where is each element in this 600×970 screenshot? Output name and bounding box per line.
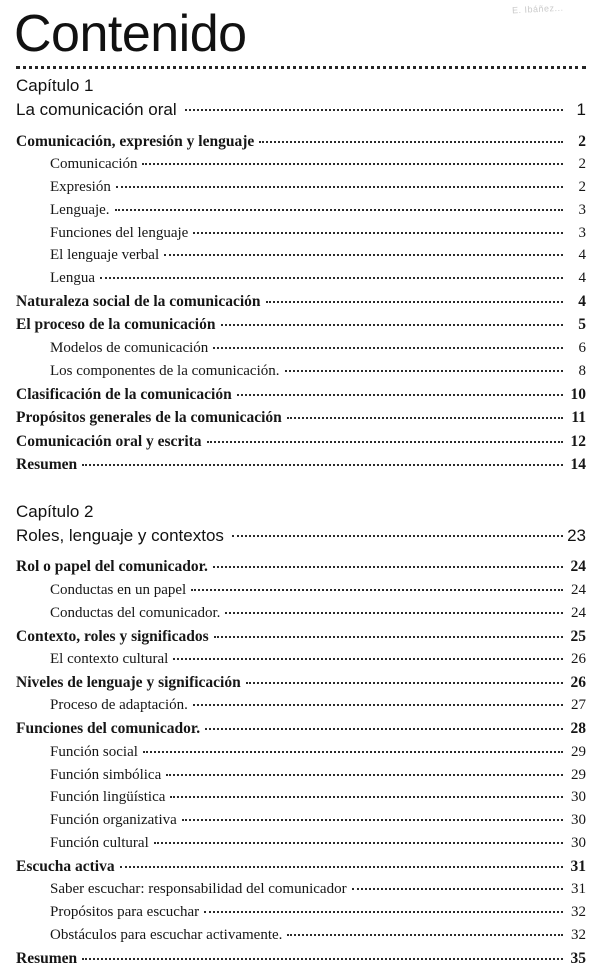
leader-dots (237, 394, 563, 396)
leader-dots (185, 109, 563, 111)
toc-entry[interactable] (16, 430, 586, 454)
toc-entry[interactable] (16, 579, 586, 602)
toc-entry-page-number: 10 (570, 385, 586, 403)
toc-entry[interactable] (16, 717, 586, 741)
leader-dots (120, 866, 563, 868)
leader-dots (225, 612, 563, 614)
section-gap (16, 548, 586, 555)
toc-entry-page-number: 6 (578, 340, 586, 356)
toc-entry-page-number: 8 (578, 362, 586, 379)
toc-content (0, 75, 600, 970)
toc-entry-label: Propósitos generales de la comunicación (16, 409, 282, 427)
toc-entry-label: Clasificación de la comunicación (16, 385, 232, 403)
leader-dots (214, 636, 563, 638)
toc-entry[interactable] (16, 267, 586, 290)
chapter-title-row[interactable] (16, 98, 586, 123)
toc-entry-page-number: 32 (571, 904, 586, 921)
leader-dots (170, 796, 563, 798)
toc-entry[interactable] (16, 130, 586, 154)
leader-dots (191, 589, 563, 591)
leader-dots (204, 911, 563, 913)
toc-entry[interactable] (16, 741, 586, 764)
toc-entry[interactable] (16, 602, 586, 625)
toc-entry-label: Función social (50, 743, 138, 760)
leader-dots (154, 842, 563, 844)
toc-entry[interactable] (16, 901, 586, 924)
toc-entry-label: El contexto cultural (50, 651, 169, 668)
chapter-page-number: 1 (576, 99, 586, 119)
toc-entry-label: Proceso de adaptación. (50, 697, 188, 714)
toc-entry-page-number: 3 (578, 224, 586, 241)
toc-entry-label: Escucha activa (16, 857, 115, 875)
toc-entry[interactable] (16, 924, 586, 947)
toc-entry-label: Niveles de lenguaje y significación (16, 673, 241, 691)
chapter-label: Capítulo 1 (16, 76, 94, 95)
leader-dots (259, 141, 563, 143)
leader-dots (221, 324, 564, 326)
toc-entry[interactable] (16, 337, 586, 360)
toc-entry-label: El proceso de la comunicación (16, 316, 216, 334)
toc-entry-page-number: 32 (571, 926, 586, 943)
toc-entry-page-number: 2 (578, 132, 586, 150)
leader-dots (285, 370, 563, 372)
leader-dots (193, 232, 563, 234)
toc-entry-label: Comunicación, expresión y lenguaje (16, 132, 255, 150)
toc-entry-label: Lenguaje. (50, 201, 110, 218)
toc-entry[interactable] (16, 176, 586, 199)
toc-entry-label: Propósitos para escuchar (50, 904, 200, 921)
toc-entry-label: Funciones del comunicador. (16, 720, 201, 738)
toc-entry-page-number: 4 (578, 292, 586, 310)
toc-entry-page-number: 4 (578, 247, 586, 264)
toc-entry[interactable] (16, 453, 586, 477)
toc-entry[interactable] (16, 832, 586, 855)
toc-entry-label: Naturaleza social de la comunicación (16, 292, 261, 310)
toc-entry-label: Saber escuchar: responsabilidad del comunicador (50, 881, 347, 898)
toc-entry[interactable] (16, 786, 586, 809)
toc-entry-page-number: 25 (570, 627, 586, 645)
toc-entry[interactable] (16, 764, 586, 787)
toc-entry-label: Expresión (50, 178, 111, 195)
leader-dots (287, 934, 563, 936)
toc-entry[interactable] (16, 855, 586, 879)
toc-entry[interactable] (16, 244, 586, 267)
section-gap (16, 123, 586, 130)
chapter-title-row[interactable] (16, 524, 586, 549)
scan-annotation-top: E. Ibáñez... (511, 2, 564, 16)
leader-dots (232, 535, 563, 537)
leader-dots (287, 417, 563, 419)
toc-entry-page-number: 24 (570, 558, 586, 576)
leader-dots (213, 566, 563, 568)
chapter-label: Capítulo 2 (16, 501, 94, 521)
toc-entry[interactable] (16, 809, 586, 832)
toc-entry-label: Comunicación oral y escrita (16, 432, 202, 450)
leader-dots (82, 958, 563, 960)
toc-entry[interactable] (16, 360, 586, 383)
toc-entry[interactable] (16, 878, 586, 901)
leader-dots (173, 658, 563, 660)
toc-entry-page-number: 30 (571, 789, 586, 806)
leader-dots (143, 751, 563, 753)
toc-entry[interactable] (16, 383, 586, 407)
toc-entry-page-number: 28 (570, 720, 586, 738)
chapter-page-number: 23 (567, 525, 586, 545)
toc-entry-page-number: 26 (571, 651, 586, 668)
toc-entry-label: Obstáculos para escuchar activamente. (50, 926, 283, 943)
toc-entry-page-number: 4 (578, 270, 586, 287)
toc-entry-label: Funciones del lenguaje (50, 224, 189, 241)
toc-entry[interactable] (16, 694, 586, 717)
toc-entry-label: Función cultural (50, 834, 149, 851)
leader-dots (246, 682, 563, 684)
toc-entry-label: Función simbólica (50, 766, 162, 783)
toc-entry[interactable] (16, 290, 586, 314)
leader-dots (266, 301, 563, 303)
leader-dots (142, 163, 563, 165)
toc-entry-label: Resumen (16, 949, 78, 967)
toc-entry[interactable] (16, 671, 586, 695)
toc-entry-page-number: 2 (578, 156, 586, 173)
leader-dots (166, 774, 563, 776)
toc-entry-label: Los componentes de la comunicación. (50, 362, 280, 379)
toc-entry-page-number: 3 (578, 201, 586, 218)
toc-entry-label: Función lingüística (50, 789, 166, 806)
toc-entry-page-number: 5 (578, 316, 586, 334)
leader-dots (100, 277, 563, 279)
toc-entry-page-number: 14 (570, 456, 586, 474)
leader-dots (352, 888, 563, 890)
toc-entry-page-number: 27 (571, 697, 586, 714)
chapter-list (16, 75, 586, 970)
toc-entry-label: Función organizativa (50, 812, 177, 829)
chapter-block (16, 75, 586, 477)
toc-entry[interactable] (16, 406, 586, 430)
toc-entry-label: Resumen (16, 456, 78, 474)
leader-dots (116, 186, 563, 188)
toc-entry-page-number: 24 (571, 581, 586, 598)
toc-entry[interactable] (16, 153, 586, 176)
toc-entry-label: Lengua (50, 270, 95, 287)
toc-entry-page-number: 2 (578, 178, 586, 195)
toc-entry[interactable] (16, 625, 586, 649)
chapter-block (16, 501, 586, 970)
toc-entry-label: Contexto, roles y significados (16, 627, 209, 645)
toc-entry-page-number: 24 (571, 604, 586, 621)
toc-entry-page-number: 29 (571, 743, 586, 760)
leader-dots (213, 347, 563, 349)
leader-dots (115, 209, 563, 211)
chapter-gap (16, 477, 586, 495)
title-divider (16, 66, 586, 69)
chapter-title: La comunicación oral (16, 99, 177, 119)
toc-entry-label: Conductas del comunicador. (50, 604, 221, 621)
leader-dots (182, 819, 563, 821)
toc-entry[interactable] (16, 555, 586, 579)
toc-entry-label: Rol o papel del comunicador. (16, 558, 208, 576)
toc-entry[interactable] (16, 313, 586, 337)
leader-dots (207, 441, 563, 443)
toc-entry-label: Modelos de comunicación (50, 340, 209, 356)
toc-entry-page-number: 30 (571, 834, 586, 851)
leader-dots (193, 704, 563, 706)
toc-entry-page-number: 31 (571, 881, 586, 898)
leader-dots (164, 254, 563, 256)
leader-dots (205, 728, 563, 730)
page-title: Contenido (14, 5, 247, 63)
toc-entry-page-number: 12 (570, 432, 586, 450)
toc-entry[interactable] (16, 199, 586, 222)
toc-entry-label: El lenguaje verbal (50, 247, 160, 264)
toc-entry-page-number: 11 (571, 409, 586, 427)
chapter-title: Roles, lenguaje y contextos (16, 525, 224, 545)
toc-entry-page-number: 29 (571, 766, 586, 783)
toc-entry[interactable] (16, 648, 586, 671)
toc-entry[interactable] (16, 947, 586, 970)
toc-entry-page-number: 26 (570, 673, 586, 691)
toc-entry-label: Conductas en un papel (50, 581, 187, 598)
toc-entry[interactable] (16, 222, 586, 245)
toc-entry-page-number: 30 (571, 812, 586, 829)
toc-entry-page-number: 35 (570, 949, 586, 967)
leader-dots (82, 464, 563, 466)
toc-entry-page-number: 31 (570, 857, 586, 875)
toc-entry-label: Comunicación (50, 156, 138, 173)
